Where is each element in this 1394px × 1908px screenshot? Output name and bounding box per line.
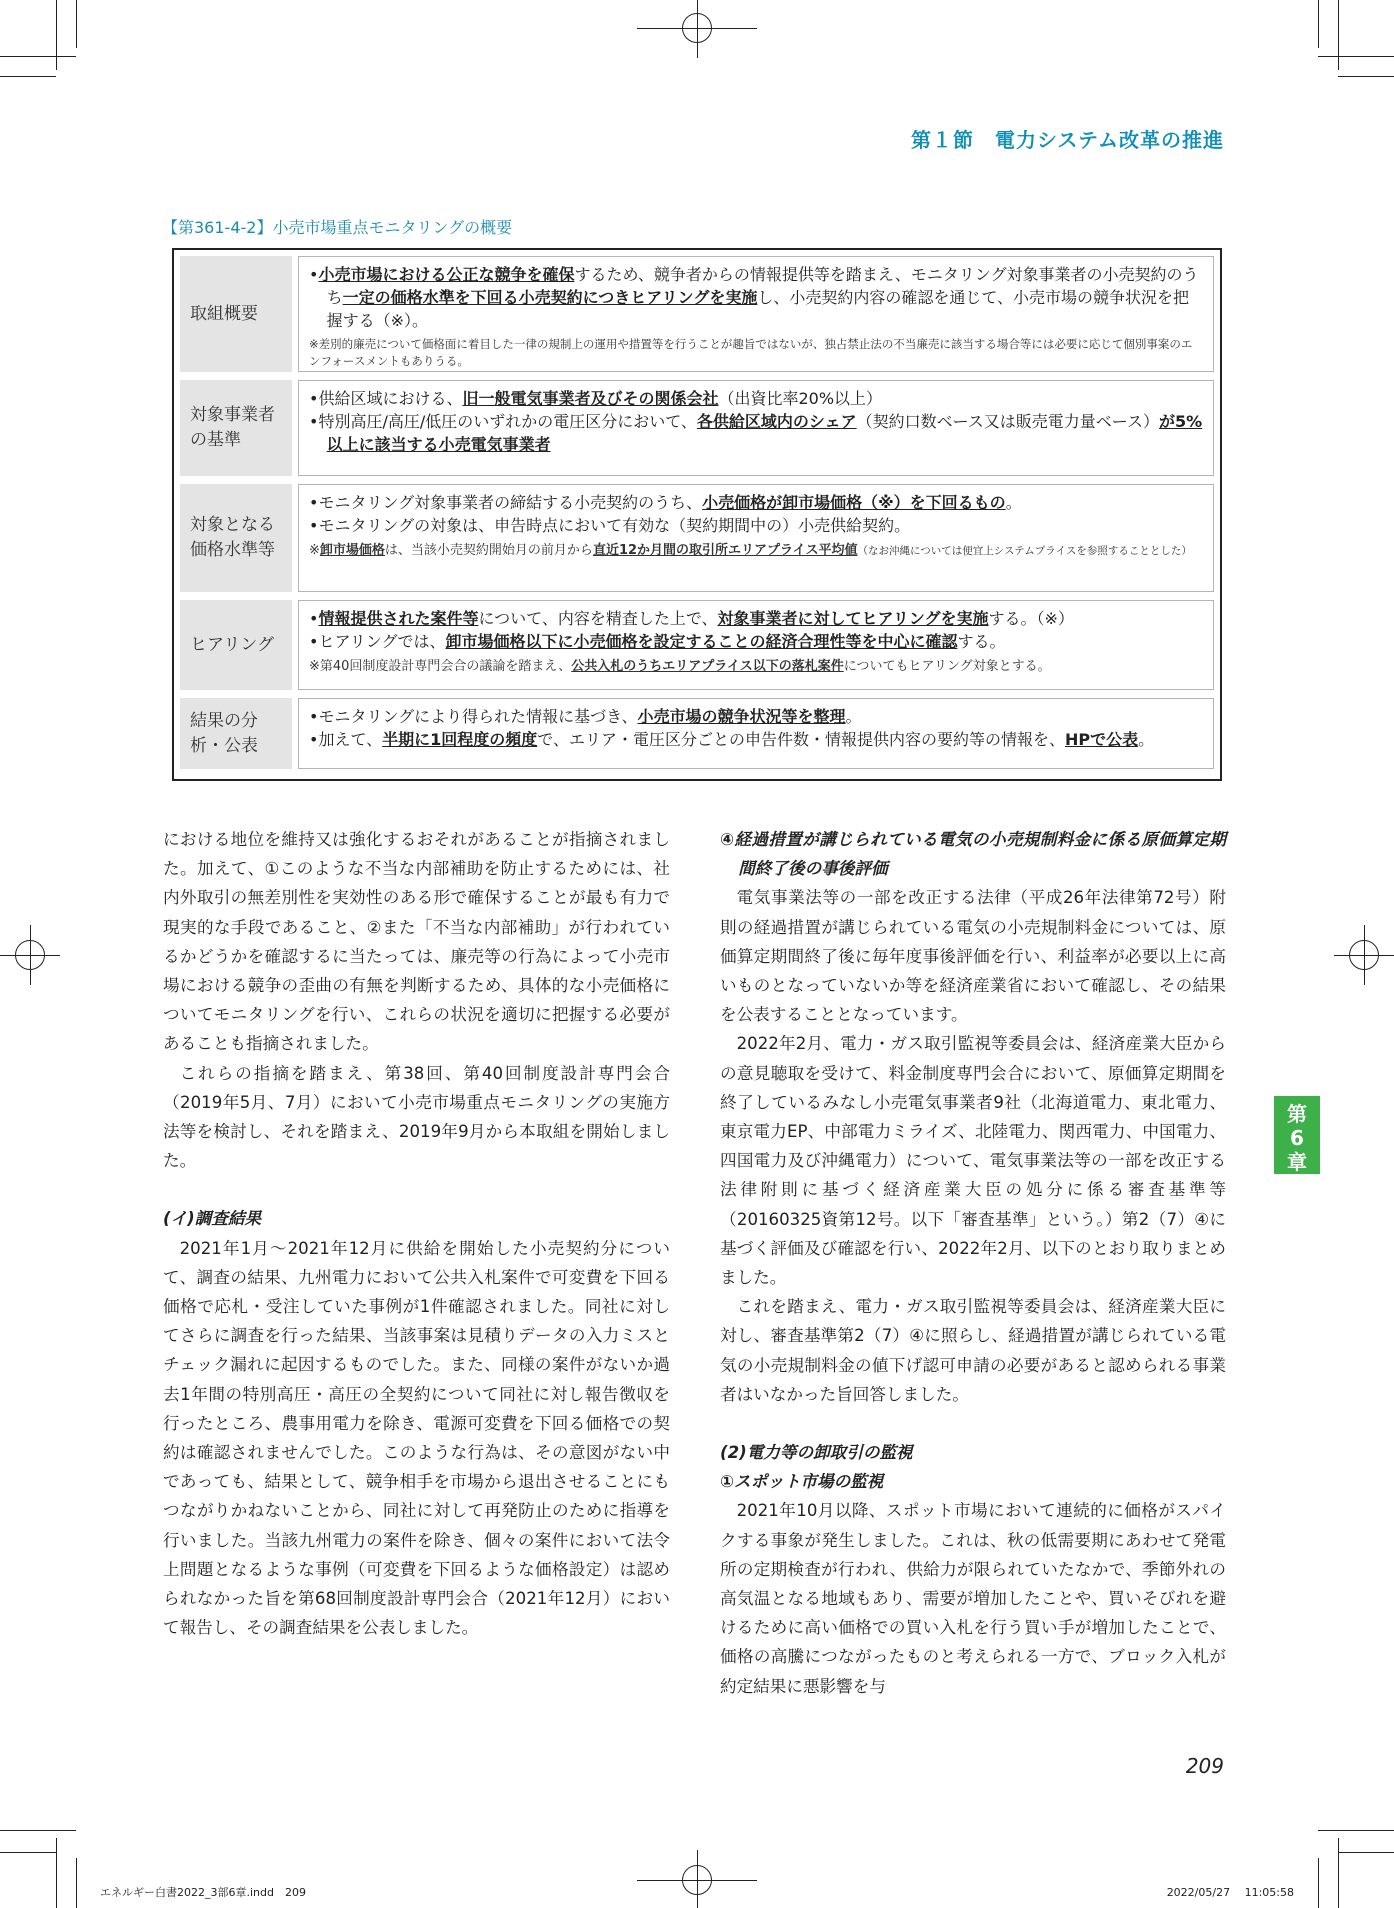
crop-mark <box>56 1838 57 1908</box>
row-content: •小売市場における公正な競争を確保するため、競争者からの情報提供等を踏まえ、モニタリング対象事業者の小売契約のうち一定の価格水準を下回る小売契約につきヒアリングを実施し、小売契約内容の確認を通じて、小売市場の競争状況を把握する（※）。 ※差別的廉売について価格面に着目した一律の規制上の運用や措置等を行うことが趣旨ではないが、独占禁止法の不当廉売に該当する場合等には必要に応じて個別事案のエンフォースメントもありうる。 <box>298 256 1214 372</box>
right-column <box>720 825 1226 1701</box>
emphasis: 直近12か月間の取引所エリアプライス平均値 <box>592 543 858 558</box>
crop-mark <box>0 1830 76 1831</box>
crop-mark <box>0 76 56 77</box>
registration-mark <box>682 1865 712 1895</box>
registration-mark <box>15 940 45 970</box>
emphasis: 半期に1回程度の頻度 <box>382 730 538 749</box>
section-heading: (2)電力等の卸取引の監視 <box>720 1443 913 1463</box>
registration-mark <box>682 13 712 43</box>
paragraph: これらの指摘を踏まえ、第38回、第40回制度設計専門会合（2019年5月、7月）において小売市場重点モニタリングの実施方法等を検討し、それを踏まえ、2019年9月から本取組を開始しました。 <box>163 1063 670 1171</box>
emphasis: 公共入札のうちエリアプライス以下の落札案件 <box>571 659 844 674</box>
section-header: 第１節 電力システム改革の推進 <box>911 128 1224 152</box>
chapter-tab: 第 6 章 <box>1274 1096 1320 1174</box>
section-heading: ①スポット市場の監視 <box>720 1472 884 1492</box>
emphasis: 対象事業者に対してヒアリングを実施 <box>717 609 989 628</box>
emphasis: 小売価格が卸市場価格（※）を下回るもの <box>702 493 1006 512</box>
page-number: 209 <box>1185 1754 1224 1778</box>
paragraph: これを踏まえ、電力・ガス取引監視等委員会は、経済産業大臣に対し、審査基準第2（7）④に照らし、経過措置が講じられている電気の小売規制料金の値下げ認可申請の必要があると認められる事業者はいなかった旨回答しました。 <box>720 1297 1226 1404</box>
crop-mark <box>0 56 76 57</box>
section-heading: (イ)調査結果 <box>163 1209 262 1229</box>
emphasis: 一定の価格水準を下回る小売契約につきヒアリングを実施 <box>342 288 758 307</box>
row-content: •モニタリング対象事業者の締結する小売契約のうち、小売価格が卸市場価格（※）を下回るもの。 •モニタリングの対象は、申告時点において有効な（契約期間中の）小売供給契約。 ※卸市場価格は、当該小売契約開始月の前月から直近12か月間の取引所エリアプライス平均値（なお沖縄については便宜上システムプライスを参照することとした） <box>298 484 1214 592</box>
crop-mark <box>1318 0 1319 48</box>
emphasis: が5%以上に該当する小売電気事業者 <box>326 412 1203 454</box>
crop-mark <box>56 0 57 70</box>
row-label: 対象となる価格水準等 <box>180 484 292 592</box>
emphasis: HPで公表 <box>1064 730 1139 749</box>
emphasis: 小売市場の競争状況等を整理 <box>637 707 846 726</box>
paragraph: 2021年1月～2021年12月に供給を開始した小売契約分について、調査の結果、九州電力において公共入札案件で可変費を下回る価格で応札・受注していた事例が1件確認されました。同社に対してさらに調査を行った結果、当該事案は見積りデータの入力ミスとチェック漏れに起因するものでした。また、同様の案件がないか過去1年間の特別高圧・高圧の全契約について同社に対し報告徴収を行ったところ、農事用電力を除き、電源可変費を下回る価格での契約は確認されませんでした。このような行為は、その意図がない中であっても、結果として、競争相手を市場から退出させることにもつながりかねないことから、同社に対して再発防止のために指導を行いました。当該九州電力の案件を除き、個々の案件において法令上問題となるような事例（可変費を下回るような価格設定）は認められなかった旨を第68回制度設計専門会合（2021年12月）において報告し、その調査結果を公表しました。 <box>163 1238 670 1638</box>
figure-table <box>172 248 1222 781</box>
row-content: •モニタリングにより得られた情報に基づき、小売市場の競争状況等を整理。 •加えて、半期に1回程度の頻度で、エリア・電圧区分ごとの申告件数・情報提供内容の要約等の情報を、HPで公表。 <box>298 698 1214 769</box>
crop-mark <box>1318 56 1394 57</box>
table-row <box>180 698 1214 769</box>
crop-mark <box>1338 1838 1339 1908</box>
paragraph: 電気事業法等の一部を改正する法律（平成26年法律第72号）附則の経過措置が講じられている電気の小売規制料金については、原価算定期間終了後に毎年度事後評価を行い、利益率が必要以上に高いものとなっていないか等を経済産業省において確認し、その結果を公表することとなっています。 <box>720 888 1226 1025</box>
crop-mark <box>0 1852 56 1853</box>
emphasis: 小売市場における公正な競争を確保 <box>318 265 575 284</box>
crop-mark <box>1318 1830 1394 1831</box>
row-label: 対象事業者の基準 <box>180 380 292 476</box>
section-heading: ④経過措置が講じられている電気の小売規制料金に係る原価算定期間終了後の事後評価 <box>720 830 1226 879</box>
crop-mark <box>1338 1852 1394 1853</box>
emphasis: 各供給区域内のシェア <box>696 412 857 431</box>
row-label: ヒアリング <box>180 600 292 690</box>
emphasis: 卸市場価格以下に小売価格を設定することの経済合理性等を中心に確認 <box>445 632 958 651</box>
note: ※差別的廉売について価格面に着目した一律の規制上の運用や措置等を行うことが趣旨ではないが、独占禁止法の不当廉売に該当する場合等には必要に応じて個別事案のエンフォースメントもありうる。 <box>309 337 1193 368</box>
row-content: •情報提供された案件等について、内容を精査した上で、対象事業者に対してヒアリングを実施する。（※） •ヒアリングでは、卸市場価格以下に小売価格を設定することの経済合理性等を中心に確認する。 ※第40回制度設計専門会合の議論を踏まえ、公共入札のうちエリアプライス以下の落札案件についてもヒアリング対象とする。 <box>298 600 1214 690</box>
row-label: 取組概要 <box>180 256 292 372</box>
table-row <box>180 600 1214 690</box>
print-timestamp: 2022/05/27 11:05:58 <box>1166 1886 1294 1899</box>
paragraph: における地位を維持又は強化するおそれがあることが指摘されました。加えて、①このような不当な内部補助を防止するためには、社内外取引の無差別性を実効性のある形で確保することが最も有力で現実的な手段であること、②また「不当な内部補助」が行われているかどうかを確認するに当たっては、廉売等の行為によって小売市場における競争の歪曲の有無を判断するため、具体的な小売価格についてモニタリングを行い、これらの状況を適切に把握する必要があることも指摘されました。 <box>163 830 670 1054</box>
print-slug: エネルギー白書2022_3部6章.indd 209 <box>100 1886 306 1899</box>
table-row <box>180 380 1214 476</box>
crop-mark <box>76 0 77 48</box>
crop-mark <box>1318 1858 1319 1908</box>
paragraph: 2021年10月以降、スポット市場において連続的に価格がスパイクする事象が発生しました。これは、秋の低需要期にあわせて発電所の定期検査が行われ、供給力が限られていたなかで、季節外れの高気温となる地域もあり、需要が増加したことや、買いそびれを避けるために高い価格での買い入札を行う買い手が増加したことで、価格の高騰につながったものと考えられる一方で、ブロック入札が約定結果に悪影響を与 <box>720 1501 1226 1696</box>
crop-mark <box>1338 76 1394 77</box>
emphasis: 情報提供された案件等 <box>318 609 479 628</box>
table-row <box>180 484 1214 592</box>
left-column <box>163 825 670 1642</box>
row-content: •供給区域における、旧一般電気事業者及びその関係会社（出資比率20%以上） •特別高圧/高圧/低圧のいずれかの電圧区分において、各供給区域内のシェア（契約口数ベース又は販売電力量ベース）が5%以上に該当する小売電気事業者 <box>298 380 1214 476</box>
registration-mark <box>1349 940 1379 970</box>
paragraph: 2022年2月、電力・ガス取引監視等委員会は、経済産業大臣からの意見聴取を受けて、料金制度専門会合において、原価算定期間を終了しているみなし小売電気事業者9社（北海道電力、東北電力、東京電力EP、中部電力ミライズ、北陸電力、関西電力、中国電力、四国電力及び沖縄電力）について、電気事業法等の一部を改正する法律附則に基づく経済産業大臣の処分に係る審査基準等（20160325資第12号。以下「審査基準」という。）第2（7）④に基づく評価及び確認を行い、2022年2月、以下のとおり取りまとめました。 <box>720 1034 1226 1288</box>
figure-title: 【第361-4-2】小売市場重点モニタリングの概要 <box>162 218 513 237</box>
table-row <box>180 256 1214 372</box>
crop-mark <box>1338 0 1339 70</box>
crop-mark <box>76 1858 77 1908</box>
row-label: 結果の分析・公表 <box>180 698 292 769</box>
emphasis: 旧一般電気事業者及びその関係会社 <box>462 389 719 408</box>
emphasis: 卸市場価格 <box>319 543 385 558</box>
